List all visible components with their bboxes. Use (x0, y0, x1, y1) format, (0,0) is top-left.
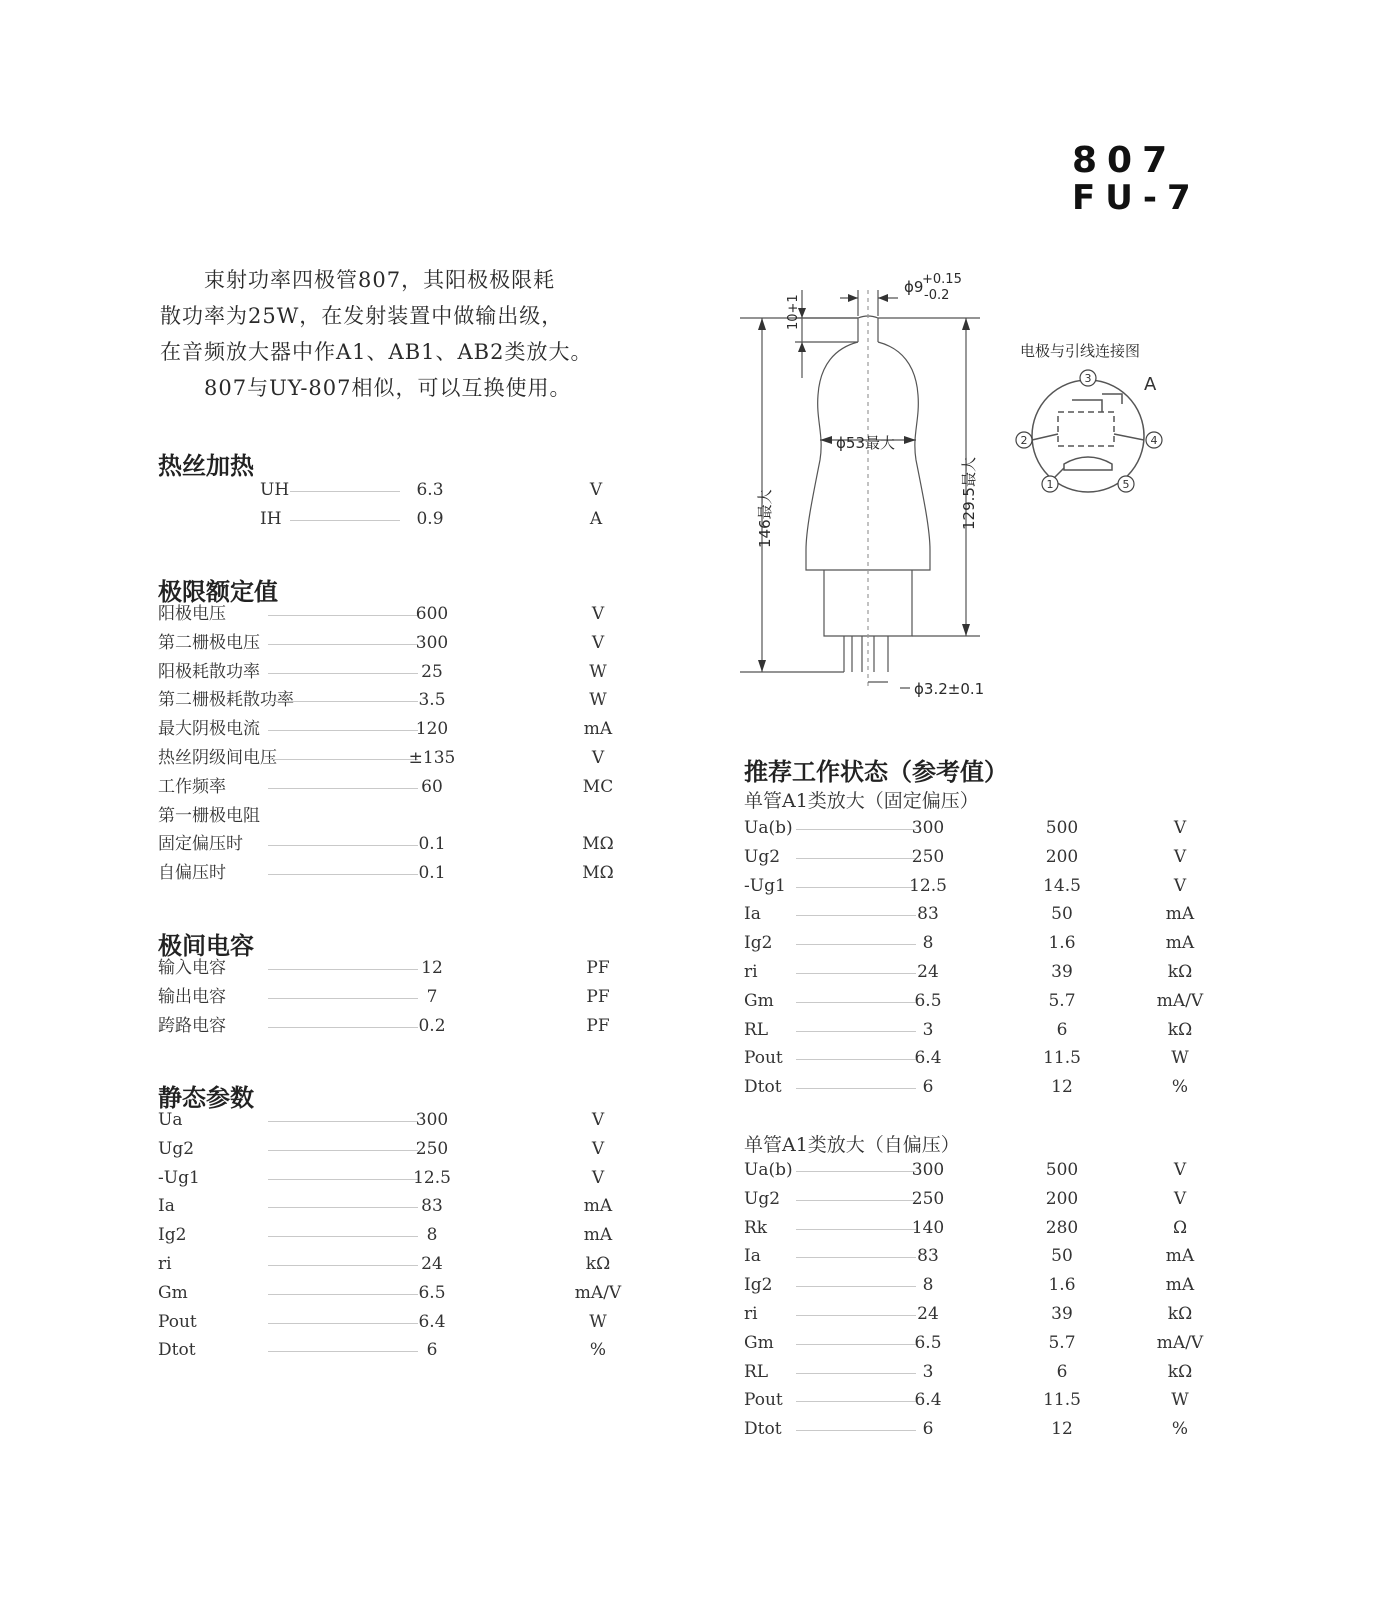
table-row (744, 1271, 1224, 1300)
row-label: Ia (744, 904, 761, 925)
row-value: 24 (421, 1254, 443, 1274)
leader-line (268, 701, 418, 702)
row-value-2: 1.6 (1048, 933, 1076, 954)
row-value: 250 (911, 1188, 945, 1209)
dim-pin-size: ϕ3.2±0.1 (914, 680, 985, 698)
leader-line (268, 1121, 418, 1122)
row-value: 300 (415, 1110, 449, 1130)
row-unit: kΩ (1167, 1304, 1193, 1324)
row-value-2: 12 (1051, 1419, 1073, 1440)
pin-number-4: 4 (1150, 434, 1158, 447)
table-row (158, 859, 638, 888)
table-row (158, 658, 638, 687)
row-label: RL (744, 1361, 769, 1382)
row-unit: mA (1165, 933, 1195, 954)
section-title-capacitance: 极间电容 (158, 932, 254, 960)
table-row (158, 983, 638, 1012)
row-label: Ug2 (158, 1138, 195, 1159)
anode-cap-label: A (1144, 374, 1157, 395)
row-label: IH (260, 508, 282, 529)
tube-dimension-drawing (740, 270, 1040, 710)
table-row (744, 1214, 1224, 1243)
row-label: 自偏压时 (158, 863, 226, 884)
leader-line (268, 673, 418, 674)
row-label: Ua(b) (744, 818, 793, 838)
row-unit: W (1171, 1048, 1189, 1069)
row-unit: PF (586, 1015, 610, 1036)
table-row (158, 773, 638, 802)
row-label: 跨路电容 (158, 1015, 226, 1036)
row-unit: kΩ (1167, 1361, 1193, 1382)
row-value: 83 (917, 1246, 939, 1267)
row-value: 6.5 (914, 1332, 942, 1353)
table-row (158, 802, 638, 831)
row-unit: PF (586, 986, 610, 1007)
leader-line (268, 1294, 418, 1295)
row-label: Rk (744, 1217, 768, 1238)
table-row (260, 476, 640, 505)
row-label: 第一栅极电阻 (158, 805, 260, 826)
row-value: 12.5 (413, 1167, 451, 1188)
section-title-limits: 极限额定值 (158, 578, 278, 606)
row-unit: V (591, 1138, 605, 1159)
row-unit: V (591, 1110, 605, 1130)
row-label: Dtot (744, 1077, 782, 1098)
leader-line (268, 1179, 418, 1180)
row-unit: mA (583, 719, 613, 740)
row-label: 工作频率 (158, 776, 226, 797)
row-value-2: 39 (1051, 962, 1073, 982)
table-row (744, 987, 1224, 1016)
table-row (158, 629, 638, 658)
row-label: Pout (744, 1048, 783, 1069)
table-row (744, 814, 1224, 843)
row-value-2: 500 (1045, 1160, 1079, 1180)
pin-number-1: 1 (1046, 478, 1054, 491)
dim-tol-plus: +0.15 (922, 272, 962, 287)
row-value-2: 6 (1056, 1019, 1068, 1040)
row-unit: V (591, 1167, 605, 1188)
row-label: -Ug1 (158, 1167, 200, 1188)
row-value: 83 (421, 1196, 443, 1217)
row-value-2: 11.5 (1043, 1390, 1081, 1411)
row-value: 6 (922, 1419, 934, 1440)
pin-number-3: 3 (1084, 372, 1092, 385)
leader-line (268, 845, 418, 846)
row-label: ri (744, 962, 758, 982)
table-row (744, 1300, 1224, 1329)
row-label: Dtot (158, 1340, 196, 1361)
dim-body-diameter: ϕ53最大 (836, 434, 895, 452)
table-row (158, 954, 638, 983)
table-row (158, 1336, 638, 1365)
row-value: 6 (426, 1340, 438, 1361)
row-value: 6 (922, 1077, 934, 1098)
row-value: 6.4 (914, 1048, 942, 1069)
model-number: 807 (1072, 140, 1178, 181)
table-row (158, 1221, 638, 1250)
leader-line (268, 998, 418, 999)
row-value: 6.4 (914, 1390, 942, 1411)
table-row (744, 872, 1224, 901)
row-value: ±135 (408, 748, 456, 768)
row-unit: mA (583, 1225, 613, 1246)
table-row (744, 1185, 1224, 1214)
row-value-2: 11.5 (1043, 1048, 1081, 1069)
model-alias: FU-7 (1072, 178, 1201, 218)
intro-line: 散功率为25W，在发射装置中做输出级， (160, 304, 564, 328)
row-unit: MC (582, 776, 614, 797)
row-label: 输出电容 (158, 986, 226, 1007)
row-value: 3 (922, 1361, 934, 1382)
row-value-2: 50 (1051, 1246, 1073, 1267)
dim-pin-diameter-value: ϕ9 (904, 278, 924, 296)
row-unit: mA (1165, 1246, 1195, 1267)
row-value: 25 (421, 661, 443, 682)
row-value: 24 (917, 962, 939, 982)
row-unit: % (1171, 1419, 1189, 1440)
row-value: 250 (415, 1138, 449, 1159)
row-label: ri (158, 1254, 172, 1274)
row-unit: V (591, 748, 605, 768)
table-row (744, 843, 1224, 872)
row-label: Ug2 (744, 846, 781, 867)
table-row (158, 1106, 638, 1135)
table-row (744, 1358, 1224, 1387)
row-label: Dtot (744, 1419, 782, 1440)
row-value: 6.5 (418, 1282, 446, 1303)
row-value: 250 (911, 846, 945, 867)
row-label: 固定偏压时 (158, 834, 243, 855)
row-unit: mA/V (1156, 990, 1204, 1011)
row-label: ri (744, 1304, 758, 1324)
row-label: 第二栅极耗散功率 (158, 690, 294, 711)
row-value: 300 (911, 1160, 945, 1180)
row-label: 阳极耗散功率 (158, 661, 260, 682)
row-unit: V (1173, 1160, 1187, 1180)
row-label: 最大阴极电流 (158, 719, 260, 740)
row-label: Ia (744, 1246, 761, 1267)
row-unit: mA (1165, 1275, 1195, 1296)
table-row (158, 600, 638, 629)
row-label: RL (744, 1019, 769, 1040)
table-row (744, 1016, 1224, 1045)
row-value: 300 (415, 632, 449, 653)
row-unit: kΩ (1167, 1019, 1193, 1040)
row-label: Ig2 (744, 933, 773, 954)
row-value-2: 280 (1045, 1217, 1079, 1238)
row-label: Gm (158, 1282, 188, 1303)
row-label: 阳极电压 (158, 604, 226, 624)
row-value-2: 14.5 (1043, 875, 1081, 896)
row-label: Pout (744, 1390, 783, 1411)
row-unit: kΩ (1167, 962, 1193, 982)
leader-line (268, 730, 418, 731)
leader-line (268, 615, 418, 616)
row-value: 3 (922, 1019, 934, 1040)
section-title-recommended: 推荐工作状态（参考值） (744, 758, 1008, 786)
leader-line (268, 969, 418, 970)
table-row (158, 1308, 638, 1337)
row-value-2: 50 (1051, 904, 1073, 925)
row-value: 60 (421, 776, 443, 797)
row-unit: W (589, 661, 607, 682)
row-unit: V (589, 480, 603, 500)
row-label: 热丝阴级间电压 (158, 748, 277, 768)
row-label: Ua(b) (744, 1160, 793, 1180)
row-unit: kΩ (585, 1254, 611, 1274)
intro-line: 807与UY-807相似，可以互换使用。 (160, 376, 572, 400)
row-value-2: 39 (1051, 1304, 1073, 1324)
row-unit: mA (583, 1196, 613, 1217)
row-value: 24 (917, 1304, 939, 1324)
table-row (158, 830, 638, 859)
row-value: 0.9 (416, 508, 444, 529)
dim-tol-minus: -0.2 (924, 288, 950, 303)
row-value: 12 (421, 958, 443, 978)
table-row (158, 1164, 638, 1193)
table-row (744, 958, 1224, 987)
row-label: Ua (158, 1110, 183, 1130)
table-row (158, 686, 638, 715)
row-unit: % (589, 1340, 607, 1361)
table-row (744, 1386, 1224, 1415)
table-row (744, 1156, 1224, 1185)
row-value: 8 (922, 1275, 934, 1296)
table-row (158, 1192, 638, 1221)
dim-total-height: 146最大 (756, 489, 774, 548)
row-value: 0.1 (418, 863, 446, 884)
row-value: 12.5 (909, 875, 947, 896)
table-row (744, 1044, 1224, 1073)
row-label: Ig2 (744, 1275, 773, 1296)
row-value: 6.5 (914, 990, 942, 1011)
row-unit: V (591, 632, 605, 653)
leader-line (268, 1323, 418, 1324)
table-row (158, 1250, 638, 1279)
intro-text (160, 262, 640, 406)
leader-line (290, 520, 400, 521)
row-value: 3.5 (418, 690, 446, 711)
row-label: Pout (158, 1311, 197, 1332)
table-row (158, 715, 638, 744)
row-value: 300 (911, 818, 945, 838)
table-row (744, 1329, 1224, 1358)
row-unit: V (1173, 875, 1187, 896)
dim-body-height: 129.5最大 (960, 457, 978, 530)
row-value-2: 5.7 (1048, 1332, 1076, 1353)
section-title-heater: 热丝加热 (158, 452, 254, 480)
dim-top-length: 10+1 (786, 294, 801, 330)
row-value: 8 (426, 1225, 438, 1246)
leader-line (268, 644, 418, 645)
row-value: 6.4 (418, 1311, 446, 1332)
section-title-static: 静态参数 (158, 1084, 254, 1112)
row-value: 8 (922, 933, 934, 954)
pin-number-5: 5 (1122, 478, 1130, 491)
row-value: 7 (426, 986, 438, 1007)
row-value-2: 12 (1051, 1077, 1073, 1098)
leader-line (268, 1027, 418, 1028)
row-unit: V (591, 604, 605, 624)
row-label: -Ug1 (744, 875, 786, 896)
table-row (744, 1073, 1224, 1102)
row-unit: mA/V (574, 1282, 622, 1303)
base-connection-diagram (1012, 364, 1172, 504)
row-unit: % (1171, 1077, 1189, 1098)
row-value: 0.1 (418, 834, 446, 855)
leader-line (268, 759, 418, 760)
leader-line (268, 1207, 418, 1208)
row-unit: Ω (1172, 1217, 1188, 1238)
row-unit: W (1171, 1390, 1189, 1411)
row-value: 83 (917, 904, 939, 925)
row-value: 0.2 (418, 1015, 446, 1036)
row-label: Ia (158, 1196, 175, 1217)
row-label: UH (260, 480, 290, 500)
row-value-2: 200 (1045, 1188, 1079, 1209)
row-label: Ug2 (744, 1188, 781, 1209)
table-row (260, 505, 640, 534)
row-unit: W (589, 1311, 607, 1332)
row-unit: V (1173, 846, 1187, 867)
row-value: 600 (415, 604, 449, 624)
row-unit: PF (586, 958, 610, 978)
row-value: 6.3 (416, 480, 444, 500)
row-unit: V (1173, 1188, 1187, 1209)
row-value-2: 6 (1056, 1361, 1068, 1382)
row-value-2: 500 (1045, 818, 1079, 838)
table-row (158, 1012, 638, 1041)
leader-line (268, 1236, 418, 1237)
row-unit: MΩ (582, 863, 614, 884)
row-value-2: 5.7 (1048, 990, 1076, 1011)
table-row (158, 744, 638, 773)
table-row (158, 1279, 638, 1308)
row-unit: V (1173, 818, 1187, 838)
dim-pin-diameter (904, 272, 962, 303)
row-unit: mA/V (1156, 1332, 1204, 1353)
row-unit: MΩ (582, 834, 614, 855)
row-label: Ig2 (158, 1225, 187, 1246)
leader-line (268, 788, 418, 789)
row-unit: W (589, 690, 607, 711)
intro-line: 在音频放大器中作A1、AB1、AB2类放大。 (160, 340, 593, 364)
row-unit: mA (1165, 904, 1195, 925)
row-label: Gm (744, 1332, 774, 1353)
table-row (158, 1135, 638, 1164)
row-value: 120 (415, 719, 449, 740)
pin-number-2: 2 (1020, 434, 1028, 447)
row-label: 输入电容 (158, 958, 226, 978)
leader-line (268, 1351, 418, 1352)
subtitle-self-bias: 单管A1类放大（自偏压） (744, 1134, 960, 1156)
row-label: Gm (744, 990, 774, 1011)
row-unit: A (589, 508, 603, 529)
leader-line (268, 874, 418, 875)
row-label: 第二栅极电压 (158, 632, 260, 653)
subtitle-fixed-bias: 单管A1类放大（固定偏压） (744, 790, 979, 812)
table-row (744, 1415, 1224, 1444)
table-row (744, 900, 1224, 929)
row-value: 140 (911, 1217, 945, 1238)
leader-line (268, 1150, 418, 1151)
table-row (744, 929, 1224, 958)
intro-line: 束射功率四极管807，其阳极极限耗 (160, 268, 556, 292)
row-value-2: 1.6 (1048, 1275, 1076, 1296)
connection-diagram-title: 电极与引线连接图 (1020, 342, 1141, 360)
table-row (744, 1242, 1224, 1271)
leader-line (290, 491, 400, 492)
row-value-2: 200 (1045, 846, 1079, 867)
leader-line (268, 1265, 418, 1266)
